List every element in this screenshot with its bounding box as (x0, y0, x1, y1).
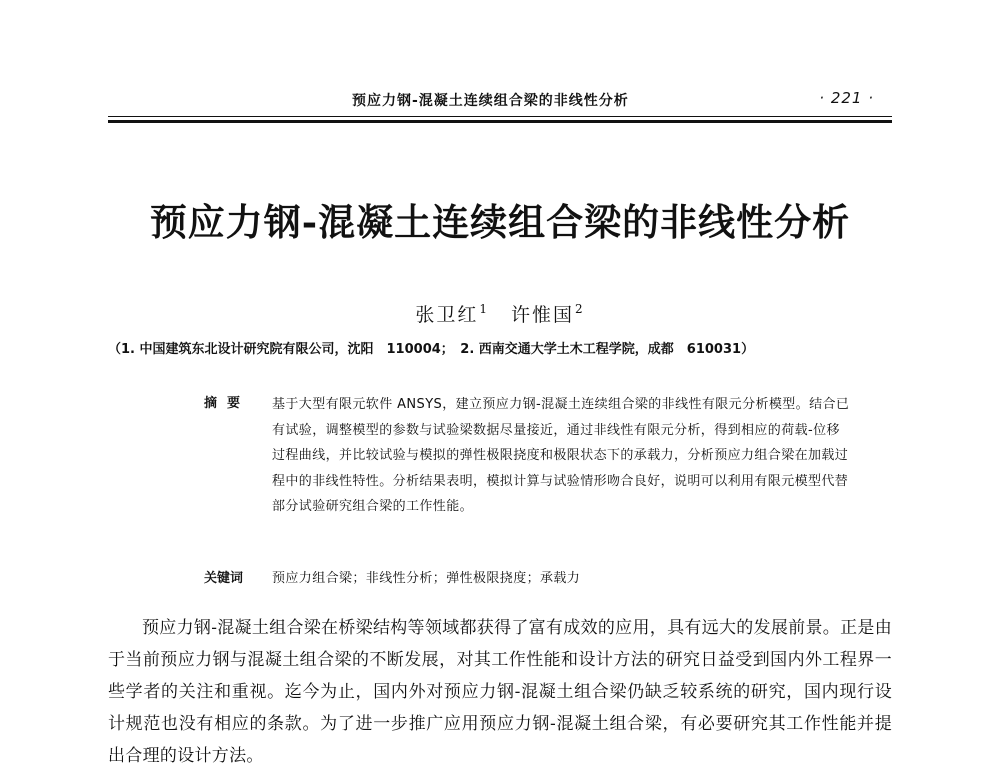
keywords-text: 预应力组合梁；非线性分析；弹性极限挠度；承载力 (272, 571, 581, 586)
abstract-label: 摘要 (204, 396, 251, 411)
header-rule-thin (108, 116, 892, 117)
running-header (108, 84, 892, 114)
author-name: 张卫红 (415, 304, 479, 326)
body-paragraph: 预应力钢-混凝土组合梁在桥梁结构等领域都获得了富有成效的应用，具有远大的发展前景。正是由于当前预应力钢与混凝土组合梁的不断发展，对其工作性能和设计方法的研究日益受到国内外工程界一些学者的关注和重视。迄今为止，国内外对预应力钢-混凝土组合梁仍缺乏较系统的研究，国内现行设计规范也没有相应的条款。为了进一步推广应用预应力钢-混凝土组合梁，有必要研究其工作性能并提出合理的设计方法。 (108, 618, 892, 766)
header-rule-thick (108, 120, 892, 123)
keywords-label: 关键词 (204, 571, 244, 586)
author-name: 许惟国 (511, 304, 575, 326)
page-number: · 221 · (819, 89, 874, 107)
paper-title: 预应力钢-混凝土连续组合梁的非线性分析 (149, 200, 851, 244)
affiliations: （1. 中国建筑东北设计研究院有限公司，沈阳 110004； 2. 西南交通大学土木工程学院，成都 610031） (108, 342, 755, 357)
author-list (0, 300, 1000, 327)
affiliation-mark: 1 (479, 302, 489, 316)
abstract-text: 基于大型有限元软件 ANSYS，建立预应力钢-混凝土连续组合梁的非线性有限元分析模型。结合已有试验，调整模型的参数与试验梁数据尽量接近，通过非线性有限元分析，得到相应的荷载-位移过程曲线，并比较试验与模拟的弹性极限挠度和极限状态下的承载力，分析预应力组合梁在加载过程中的非线性特性。分析结果表明，模拟计算与试验情形吻合良好，说明可以利用有限元模型代替部分试验研究组合梁的工作性能。 (272, 397, 850, 514)
running-title: 预应力钢-混凝土连续组合梁的非线性分析 (352, 93, 629, 109)
affiliation-mark: 2 (575, 302, 585, 316)
